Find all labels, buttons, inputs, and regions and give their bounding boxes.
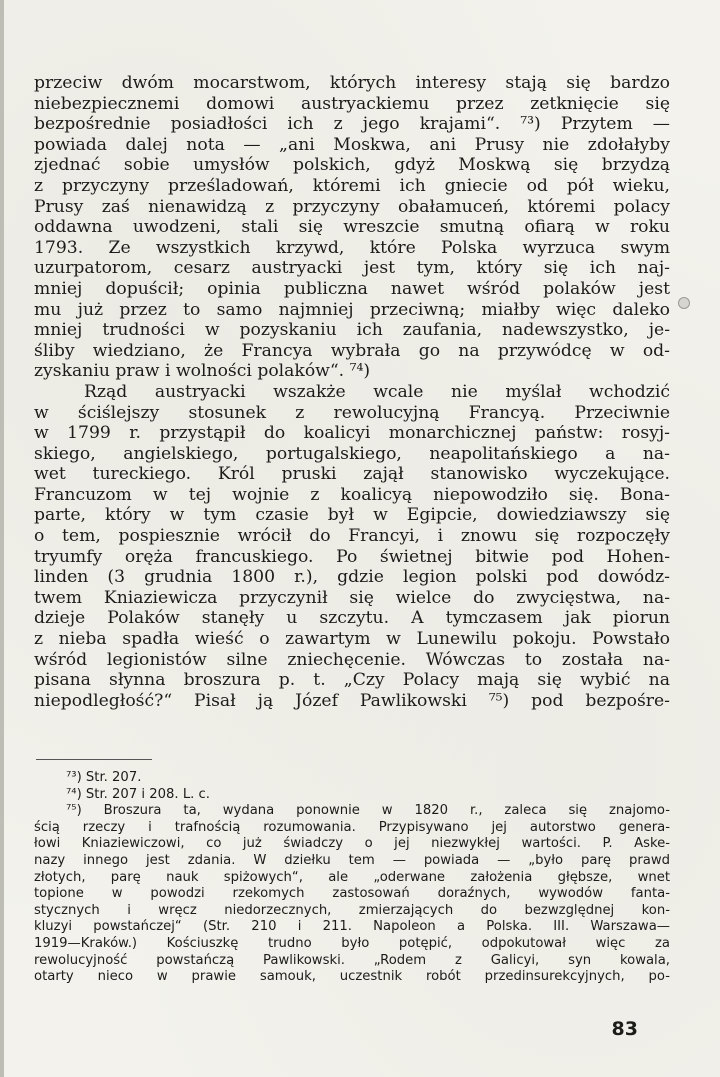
text-line: dzieje Polaków stanęły u szczytu. A tymczasem jak piorun [34, 608, 670, 629]
footnote-separator [36, 759, 152, 760]
footnote-line: otarty nieco w prawie samouk, uczestnik robót przedinsurekcyjnych, po- [34, 969, 670, 985]
text-line: śliby wiedziano, że Francya wybrała go na przywódcę w od- [34, 340, 670, 361]
text-line: wet tureckiego. Król pruski zajął stanowisko wyczekujące. [34, 464, 670, 485]
text-line: o tem, pospiesznie wrócił do Francyi, i znowu się rozpoczęły [34, 526, 670, 547]
text-line: linden (3 grudnia 1800 r.), gdzie legion polski pod dowódz- [34, 567, 670, 588]
paper-speck [678, 297, 690, 309]
text-line: pisana słynna broszura p. t. „Czy Polacy mają się wybić na [34, 670, 670, 691]
text-line: z nieba spadła wieść o zawartym w Lunewilu pokoju. Powstało [34, 629, 670, 650]
footnote-line: kluzyi powstańczej“ (Str. 210 i 211. Napoleon a Polska. III. Warszawa— [34, 919, 670, 935]
text-line: bezpośrednie posiadłości ich z jego krajami“. ⁷³) Przytem — [34, 114, 670, 135]
text-line: w 1799 r. przystąpił do koalicyi monarchicznej państw: rosyj- [34, 423, 670, 444]
text-line: wśród legionistów silne zniechęcenie. Wówczas to została na- [34, 649, 670, 670]
text-line: mniej trudności w pozyskaniu ich zaufania, nadewszystko, je- [34, 320, 670, 341]
footnote-line: 1919—Kraków.) Kościuszkę trudno było potępić, odpokutował więc za [34, 935, 670, 951]
text-line: przeciw dwóm mocarstwom, których interesy stają się bardzo [34, 73, 670, 93]
text-line: oddawna uwodzeni, stali się wreszcie smutną ofiarą w roku [34, 217, 670, 238]
text-line: tryumfy oręża francuskiego. Po świetnej bitwie pod Hohen- [34, 546, 670, 567]
text-line: niebezpiecznemi domowi austryackiemu przez zetknięcie się [34, 93, 670, 114]
footnote-73: ⁷³) Str. 207. [66, 770, 142, 785]
text-line: parte, który w tym czasie był w Egipcie, dowiedziawszy się [34, 505, 670, 526]
text-line: twem Kniaziewicza przyczynił się wielce do zwycięstwa, na- [34, 587, 670, 608]
footnote-74: ⁷⁴) Str. 207 i 208. L. c. [66, 786, 210, 802]
text-line-paragraph-end: zyskaniu praw i wolności polaków“. ⁷⁴) [34, 361, 371, 382]
main-text [34, 73, 670, 711]
text-line: skiego, angielskiego, portugalskiego, neapolitańskiego a na- [34, 443, 670, 464]
text-line-paragraph-start: Rząd austryacki wszakże wcale nie myślał wchodzić [84, 381, 670, 402]
footnote-75: ⁷⁵) Broszura ta, wydana ponownie w 1820 r., zaleca się znajomo- [66, 803, 670, 819]
text-line: mu już przez to samo najmniej przeciwną; miałby więc daleko [34, 299, 670, 320]
text-line: 1793. Ze wszystkich krzywd, które Polska wyrzuca swym [34, 237, 670, 258]
text-line: niepodległość?“ Pisał ją Józef Pawlikowski ⁷⁵) pod bezpośre- [34, 690, 670, 711]
text-line: Francuzom w tej wojnie z koalicyą niepowodziło się. Bona- [34, 484, 670, 505]
page-spine-edge [0, 0, 4, 1077]
footnote-line: łowi Kniaziewiczowi, co już świadczy o jej niezwykłej wartości. P. Aske- [34, 836, 670, 852]
footnotes [34, 770, 670, 986]
footnote-line: rewolucyjność powstańczą Pawlikowski. „Rodem z Galicyi, syn kowala, [34, 952, 670, 968]
footnote-line: złotych, parę nauk spiżowych“, ale „oderwane założenia głębsze, wnet [34, 869, 670, 885]
footnote-line: nazy innego jest zdania. W dziełku tem — powiada — „było parę prawd [34, 852, 670, 868]
text-line: uzurpatorom, cesarz austryacki jest tym, który się ich naj- [34, 258, 670, 279]
text-line: w ściślejszy stosunek z rewolucyjną Francyą. Przeciwnie [34, 402, 670, 423]
footnote-line: ścią rzeczy i trafnością rozumowania. Przypisywano jej autorstwo genera- [34, 819, 670, 835]
footnote-line: stycznych i wręcz niedorzecznych, zmierzających do bezwzględnej kon- [34, 902, 670, 918]
text-line: mniej dopuścił; opinia publiczna nawet wśród polaków jest [34, 278, 670, 299]
page-number: 83 [611, 1018, 638, 1040]
text-line: z przyczyny prześladowań, któremi ich gniecie od pół wieku, [34, 175, 670, 196]
text-line: Prusy zaś nienawidzą z przyczyny obałamuceń, któremi polacy [34, 196, 670, 217]
text-line: zjednać sobie umysłów polskich, gdyż Moskwą się brzydzą [34, 155, 670, 176]
text-line: powiada dalej nota — „ani Moskwa, ani Prusy nie zdołałyby [34, 134, 670, 155]
footnote-line: topione w powodzi rzekomych zastosowań doraźnych, wywodów fanta- [34, 886, 670, 902]
